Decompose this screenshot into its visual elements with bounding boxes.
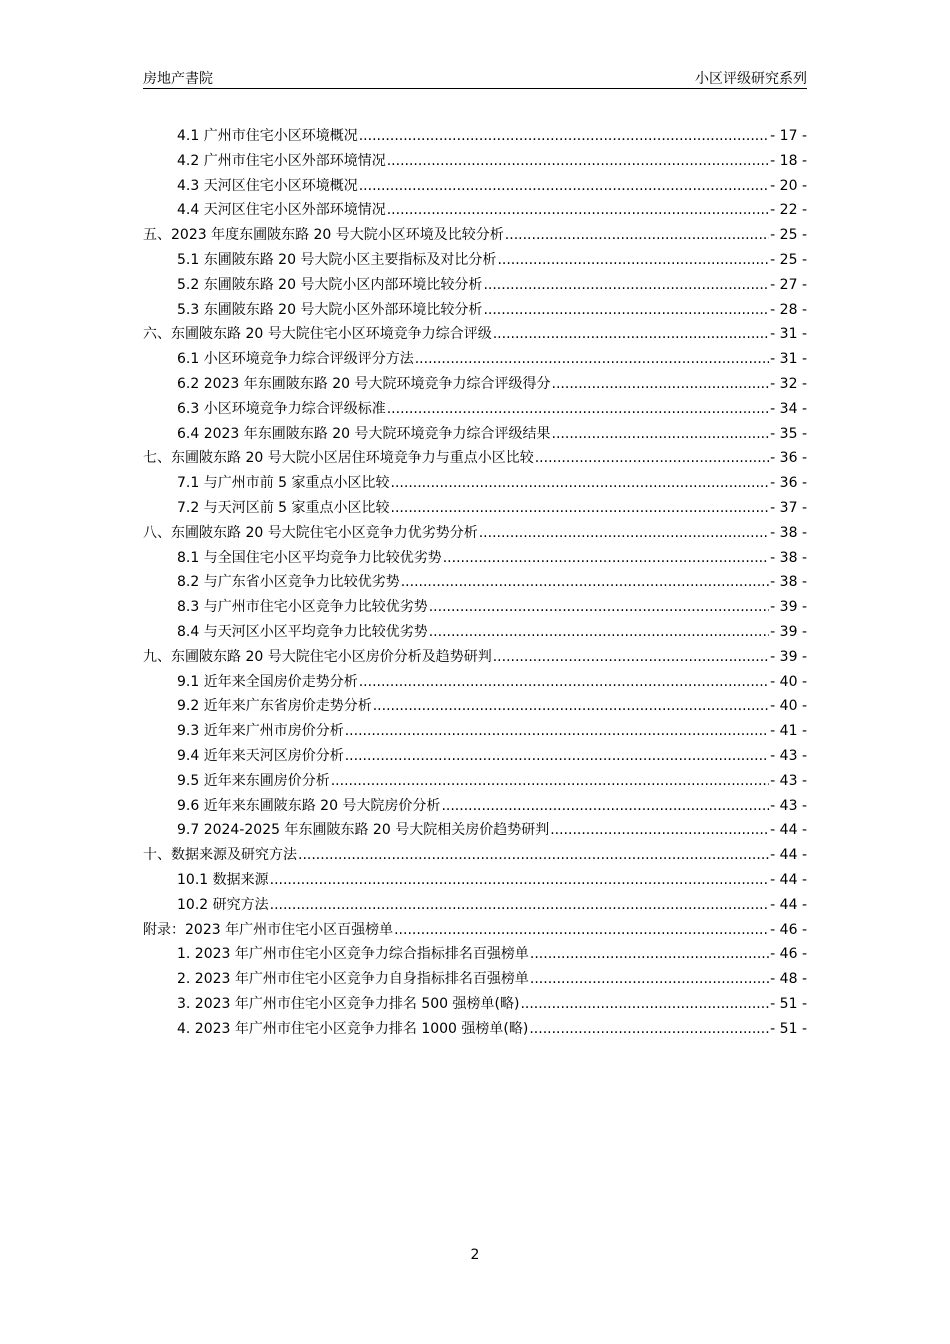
- toc-entry-label: 6.1 小区环境竞争力综合评级评分方法: [177, 351, 414, 368]
- toc-dot-leader: [298, 843, 769, 868]
- toc-entry-page: - 31 -: [770, 326, 807, 343]
- toc-entry-label: 九、东圃陂东路 20 号大院住宅小区房价分析及趋势研判: [143, 648, 492, 665]
- toc-entry-page: - 46 -: [770, 921, 807, 938]
- toc-entry-page: - 38 -: [770, 524, 807, 541]
- toc-entry-label: 十、数据来源及研究方法: [143, 847, 297, 864]
- toc-entry-label: 7.1 与广州市前 5 家重点小区比较: [177, 475, 390, 492]
- toc-entry-page: - 32 -: [770, 375, 807, 392]
- toc-section-entry[interactable]: [143, 918, 807, 943]
- toc-entry-label: 2. 2023 年广州市住宅小区竞争力自身指标排名百强榜单: [177, 971, 529, 988]
- toc-entry-page: - 41 -: [770, 723, 807, 740]
- toc-dot-leader: [505, 223, 769, 248]
- toc-dot-leader: [483, 273, 769, 298]
- toc-entry-page: - 43 -: [770, 797, 807, 814]
- toc-entry-page: - 38 -: [770, 549, 807, 566]
- toc-dot-leader: [394, 918, 769, 943]
- toc-entry-page: - 31 -: [770, 351, 807, 368]
- toc-subsection-entry[interactable]: [143, 794, 807, 819]
- toc-entry-label: 七、东圃陂东路 20 号大院小区居住环境竞争力与重点小区比较: [143, 450, 534, 467]
- toc-dot-leader: [391, 496, 770, 521]
- toc-entry-label: 4.2 广州市住宅小区外部环境情况: [177, 152, 386, 169]
- toc-subsection-entry[interactable]: [143, 273, 807, 298]
- toc-entry-label: 6.2 2023 年东圃陂东路 20 号大院环境竞争力综合评级得分: [177, 375, 551, 392]
- toc-entry-label: 4. 2023 年广州市住宅小区竞争力排名 1000 强榜单(略): [177, 1020, 529, 1037]
- toc-entry-page: - 25 -: [770, 251, 807, 268]
- toc-section-entry[interactable]: [143, 223, 807, 248]
- toc-dot-leader: [429, 595, 769, 620]
- toc-dot-leader: [345, 744, 769, 769]
- toc-subsection-entry[interactable]: [143, 124, 807, 149]
- toc-dot-leader: [552, 422, 770, 447]
- toc-entry-label: 附录：2023 年广州市住宅小区百强榜单: [143, 921, 394, 938]
- toc-subsection-entry[interactable]: [143, 248, 807, 273]
- toc-entry-label: 9.5 近年来东圃房价分析: [177, 772, 330, 789]
- toc-entry-page: - 39 -: [770, 623, 807, 640]
- toc-section-entry[interactable]: [143, 843, 807, 868]
- toc-entry-label: 六、东圃陂东路 20 号大院住宅小区环境竞争力综合评级: [143, 326, 492, 343]
- toc-dot-leader: [387, 198, 769, 223]
- toc-entry-page: - 28 -: [770, 301, 807, 318]
- toc-entry-label: 4.4 天河区住宅小区外部环境情况: [177, 202, 386, 219]
- toc-subsection-entry[interactable]: [143, 769, 807, 794]
- toc-dot-leader: [359, 670, 769, 695]
- toc-section-entry[interactable]: [143, 645, 807, 670]
- toc-entry-page: - 39 -: [770, 599, 807, 616]
- toc-dot-leader: [530, 942, 769, 967]
- toc-subsection-entry[interactable]: [143, 942, 807, 967]
- table-of-contents: [143, 124, 807, 1041]
- toc-entry-page: - 43 -: [770, 747, 807, 764]
- toc-subsection-entry[interactable]: [143, 496, 807, 521]
- page-number: 2: [470, 1247, 480, 1263]
- toc-subsection-entry[interactable]: [143, 620, 807, 645]
- toc-entry-label: 3. 2023 年广州市住宅小区竞争力排名 500 强榜单(略): [177, 995, 520, 1012]
- toc-section-entry[interactable]: [143, 446, 807, 471]
- toc-entry-label: 9.7 2024-2025 年东圃陂东路 20 号大院相关房价趋势研判: [177, 822, 550, 839]
- toc-subsection-entry[interactable]: [143, 149, 807, 174]
- toc-dot-leader: [429, 620, 769, 645]
- toc-entry-page: - 44 -: [770, 896, 807, 913]
- toc-entry-page: - 38 -: [770, 574, 807, 591]
- toc-entry-label: 五、2023 年度东圃陂东路 20 号大院小区环境及比较分析: [143, 227, 504, 244]
- toc-dot-leader: [530, 967, 769, 992]
- toc-entry-page: - 34 -: [770, 400, 807, 417]
- toc-entry-page: - 51 -: [770, 1020, 807, 1037]
- toc-entry-label: 5.3 东圃陂东路 20 号大院小区外部环境比较分析: [177, 301, 483, 318]
- toc-dot-leader: [535, 446, 769, 471]
- toc-dot-leader: [483, 298, 769, 323]
- toc-subsection-entry[interactable]: [143, 347, 807, 372]
- toc-dot-leader: [401, 570, 769, 595]
- toc-subsection-entry[interactable]: [143, 174, 807, 199]
- toc-entry-label: 6.3 小区环境竞争力综合评级标准: [177, 400, 386, 417]
- header-series-title: 小区评级研究系列: [695, 71, 807, 87]
- toc-entry-label: 10.1 数据来源: [177, 871, 269, 888]
- toc-dot-leader: [493, 645, 769, 670]
- toc-dot-leader: [493, 322, 769, 347]
- toc-entry-page: - 40 -: [770, 673, 807, 690]
- toc-entry-label: 8.4 与天河区小区平均竞争力比较优劣势: [177, 623, 428, 640]
- toc-entry-label: 7.2 与天河区前 5 家重点小区比较: [177, 499, 390, 516]
- toc-dot-leader: [345, 719, 769, 744]
- page-header: [143, 66, 807, 89]
- toc-dot-leader: [359, 174, 769, 199]
- toc-dot-leader: [479, 521, 769, 546]
- toc-dot-leader: [529, 1017, 769, 1042]
- toc-entry-label: 9.2 近年来广东省房价走势分析: [177, 698, 372, 715]
- toc-section-entry[interactable]: [143, 322, 807, 347]
- toc-subsection-entry[interactable]: [143, 595, 807, 620]
- toc-entry-label: 4.1 广州市住宅小区环境概况: [177, 128, 358, 144]
- toc-entry-page: - 17 -: [770, 128, 807, 144]
- toc-entry-page: - 40 -: [770, 698, 807, 715]
- toc-subsection-entry[interactable]: [143, 744, 807, 769]
- toc-dot-leader: [550, 818, 769, 843]
- toc-subsection-entry[interactable]: [143, 1017, 807, 1042]
- toc-subsection-entry[interactable]: [143, 818, 807, 843]
- toc-entry-label: 9.3 近年来广州市房价分析: [177, 723, 344, 740]
- toc-dot-leader: [270, 868, 770, 893]
- toc-entry-label: 9.6 近年来东圃陂东路 20 号大院房价分析: [177, 797, 441, 814]
- toc-subsection-entry[interactable]: [143, 471, 807, 496]
- toc-entry-label: 10.2 研究方法: [177, 896, 269, 913]
- toc-entry-page: - 51 -: [770, 995, 807, 1012]
- toc-subsection-entry[interactable]: [143, 719, 807, 744]
- toc-subsection-entry[interactable]: [143, 893, 807, 918]
- toc-dot-leader: [443, 546, 769, 571]
- toc-subsection-entry[interactable]: [143, 670, 807, 695]
- toc-subsection-entry[interactable]: [143, 570, 807, 595]
- toc-dot-leader: [387, 149, 769, 174]
- toc-entry-label: 5.1 东圃陂东路 20 号大院小区主要指标及对比分析: [177, 251, 497, 268]
- toc-entry-label: 八、东圃陂东路 20 号大院住宅小区竞争力优劣势分析: [143, 524, 478, 541]
- toc-dot-leader: [497, 248, 769, 273]
- toc-entry-page: - 46 -: [770, 946, 807, 963]
- toc-dot-leader: [415, 347, 769, 372]
- toc-entry-label: 8.2 与广东省小区竞争力比较优劣势: [177, 574, 400, 591]
- toc-subsection-entry[interactable]: [143, 298, 807, 323]
- toc-subsection-entry[interactable]: [143, 372, 807, 397]
- toc-entry-label: 1. 2023 年广州市住宅小区竞争力综合指标排名百强榜单: [177, 946, 529, 963]
- toc-entry-label: 6.4 2023 年东圃陂东路 20 号大院环境竞争力综合评级结果: [177, 425, 551, 442]
- toc-entry-page: - 48 -: [770, 971, 807, 988]
- toc-subsection-entry[interactable]: [143, 422, 807, 447]
- toc-entry-page: - 25 -: [770, 227, 807, 244]
- toc-subsection-entry[interactable]: [143, 694, 807, 719]
- toc-entry-label: 5.2 东圃陂东路 20 号大院小区内部环境比较分析: [177, 276, 483, 293]
- toc-entry-label: 8.3 与广州市住宅小区竞争力比较优劣势: [177, 599, 428, 616]
- toc-entry-page: - 44 -: [770, 871, 807, 888]
- toc-entry-page: - 18 -: [770, 152, 807, 169]
- toc-dot-leader: [359, 124, 769, 149]
- toc-dot-leader: [520, 992, 769, 1017]
- toc-entry-page: - 36 -: [770, 450, 807, 467]
- toc-entry-page: - 36 -: [770, 475, 807, 492]
- header-publisher: 房地产書院: [143, 71, 213, 87]
- toc-entry-page: - 20 -: [770, 177, 807, 194]
- toc-entry-label: 9.4 近年来天河区房价分析: [177, 747, 344, 764]
- toc-dot-leader: [391, 471, 770, 496]
- toc-subsection-entry[interactable]: [143, 967, 807, 992]
- toc-subsection-entry[interactable]: [143, 198, 807, 223]
- toc-dot-leader: [270, 893, 770, 918]
- toc-entry-page: - 44 -: [770, 822, 807, 839]
- toc-entry-label: 4.3 天河区住宅小区环境概况: [177, 177, 358, 194]
- toc-entry-page: - 39 -: [770, 648, 807, 665]
- toc-entry-page: - 35 -: [770, 425, 807, 442]
- toc-dot-leader: [441, 794, 769, 819]
- toc-subsection-entry[interactable]: [143, 546, 807, 571]
- toc-dot-leader: [387, 397, 769, 422]
- toc-dot-leader: [373, 694, 769, 719]
- toc-entry-page: - 27 -: [770, 276, 807, 293]
- toc-dot-leader: [552, 372, 770, 397]
- toc-dot-leader: [331, 769, 769, 794]
- toc-subsection-entry[interactable]: [143, 992, 807, 1017]
- toc-entry-page: - 22 -: [770, 202, 807, 219]
- toc-section-entry[interactable]: [143, 521, 807, 546]
- toc-entry-page: - 43 -: [770, 772, 807, 789]
- toc-entry-label: 8.1 与全国住宅小区平均竞争力比较优劣势: [177, 549, 442, 566]
- toc-subsection-entry[interactable]: [143, 397, 807, 422]
- toc-subsection-entry[interactable]: [143, 868, 807, 893]
- toc-entry-page: - 44 -: [770, 847, 807, 864]
- toc-entry-label: 9.1 近年来全国房价走势分析: [177, 673, 358, 690]
- toc-entry-page: - 37 -: [770, 499, 807, 516]
